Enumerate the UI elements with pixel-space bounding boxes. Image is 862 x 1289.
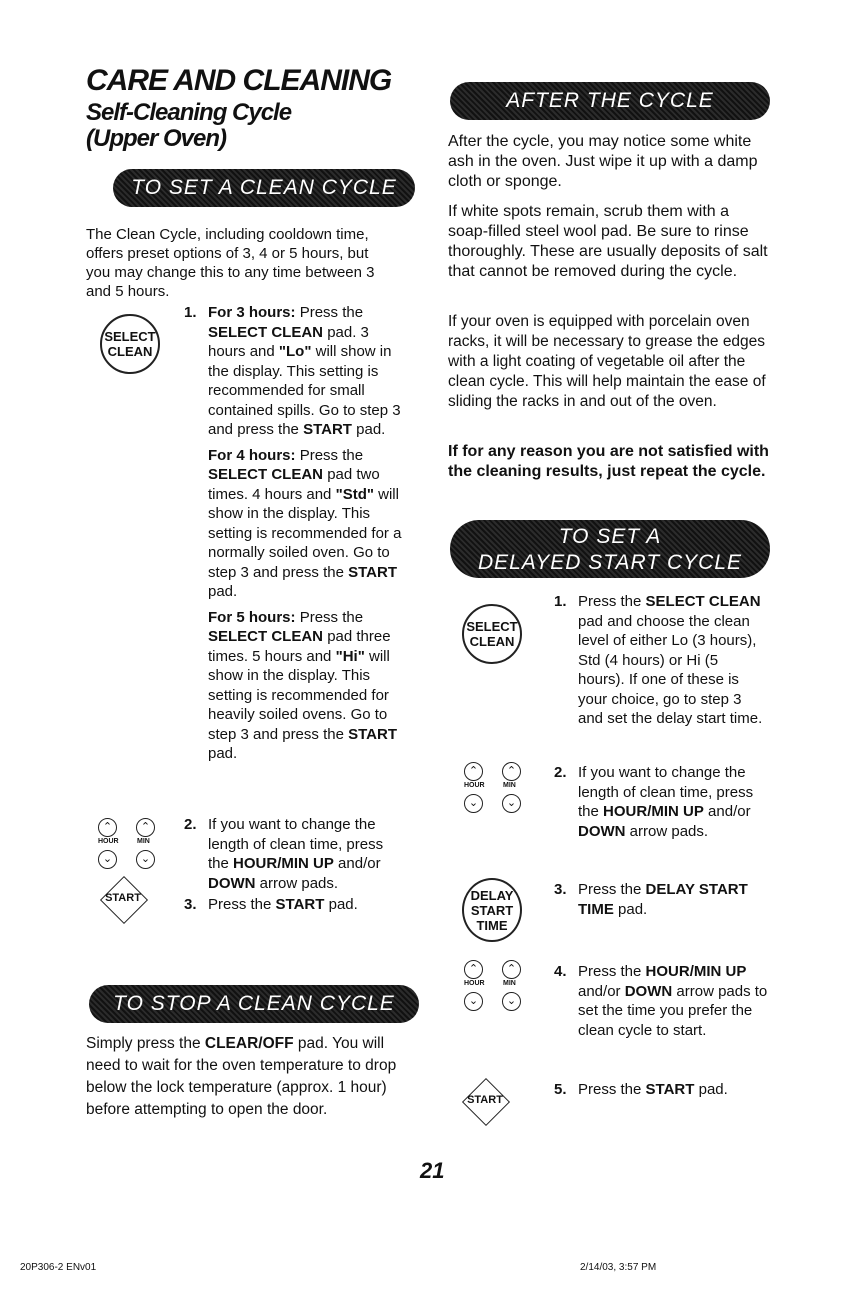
text: Simply press the [86, 1035, 201, 1052]
bold-text: START [275, 896, 325, 913]
bold-text: START [303, 421, 352, 438]
down-arrow-icon: ⌄ [136, 850, 155, 869]
section-subtitle-2: (Upper Oven) [86, 125, 227, 152]
select-clean-icon-2 [462, 604, 522, 664]
text: If you want to change the length of clean time, press the [208, 816, 384, 872]
text: pad. [356, 421, 386, 438]
bold-text: For 5 hours: [208, 608, 296, 626]
hour-min-arrows-icon-2 [462, 762, 524, 820]
start-icon [100, 876, 146, 922]
min-label: MIN [137, 838, 150, 845]
text: pad. You will need to wait for the oven temperature to drop below the lock temperature (approx. 1 hour) before attempting to open the door. [86, 1035, 397, 1118]
text: pad. [208, 745, 238, 762]
hour-label: HOUR [464, 782, 485, 789]
text: Press the [299, 304, 364, 321]
text: pad. [208, 583, 238, 600]
text: arrow pads to set the time you prefer the clean cycle to start. [578, 982, 768, 1039]
stop-paragraph [86, 1033, 411, 1121]
delay-step-4 [554, 962, 769, 1072]
pill-line: DELAYED START CYCLE [477, 551, 743, 574]
start-icon-2 [462, 1078, 508, 1124]
footer-right: 2/14/03, 3:57 PM [580, 1262, 657, 1273]
text: pad. 3 hours and [208, 323, 369, 360]
bold-text: START [645, 1081, 695, 1098]
icon-label: CLEAN [469, 634, 515, 649]
bold-text: DOWN [624, 982, 673, 1000]
text: Press the [578, 1081, 642, 1098]
bold-text: HOUR/MIN UP [233, 855, 334, 872]
heading-stop-clean-cycle: TO STOP A CLEAN CYCLE [89, 985, 419, 1023]
icon-label: DELAY [470, 887, 514, 903]
bold-text: SELECT CLEAN [208, 628, 324, 645]
step-text [578, 1080, 768, 1100]
text: pad. [618, 900, 648, 918]
text: Press the [578, 593, 642, 610]
step-text [578, 880, 768, 919]
section-title: CARE AND CLEANING [86, 64, 392, 97]
after-bold-note: If for any reason you are not satisfied with the cleaning results, just repeat the cycle. [448, 443, 769, 480]
bold-text: "Std" [335, 485, 374, 503]
text: Press the [299, 608, 364, 626]
step-number: 3. [554, 881, 567, 898]
step-number: 4. [554, 963, 567, 980]
min-label: MIN [503, 980, 516, 987]
step-text [578, 763, 768, 841]
up-arrow-icon: ⌃ [136, 818, 155, 837]
bold-text: START [348, 563, 397, 581]
text: Press the [299, 446, 364, 464]
icon-label: CLEAN [107, 344, 153, 359]
down-arrow-icon: ⌄ [98, 850, 117, 869]
bold-text: DOWN [578, 822, 626, 840]
step-number: 5. [554, 1081, 567, 1098]
step-number: 2. [184, 816, 197, 833]
section-subtitle: Self-Cleaning Cycle [86, 99, 292, 126]
delay-step-1 [554, 592, 769, 762]
icon-label: TIME [476, 917, 508, 933]
intro-paragraph: The Clean Cycle, including cooldown time, offers preset options of 3, 4 or 5 hours, but you may change this to any time between 3 and 5 hours. [86, 226, 375, 300]
text: and/or [338, 855, 381, 872]
text: will show in the display. This setting is recommended for small contained spills. Go to step 3 and press the [208, 343, 401, 438]
step-2 [184, 815, 414, 895]
step-text [578, 962, 768, 1040]
delay-step-5 [554, 1080, 769, 1102]
after-paragraph-1: After the cycle, you may notice some white ash in the oven. Just wipe it up with a damp cloth or sponge. [448, 133, 758, 190]
min-label: MIN [503, 782, 516, 789]
bold-text: DELAY START TIME [578, 881, 748, 918]
text: pad two times. 4 hours and [208, 466, 380, 503]
hour-label: HOUR [464, 980, 485, 987]
step-number: 1. [554, 593, 567, 610]
bold-text: CLEAR/OFF [204, 1035, 294, 1052]
step-number: 3. [184, 896, 197, 913]
bold-text: HOUR/MIN UP [645, 963, 747, 980]
step-text [578, 592, 768, 729]
text: and/or [578, 982, 621, 1000]
after-paragraph-3: If your oven is equipped with porcelain oven racks, it will be necessary to grease the edges with a light coating of vegetable oil after the clean cycle. This will help maintain the ease of sliding the racks in and out of the oven. [448, 313, 766, 410]
text: pad three times. 5 hours and [208, 628, 391, 665]
down-arrow-icon: ⌄ [464, 794, 483, 813]
up-arrow-icon: ⌃ [464, 762, 483, 781]
hour-label: HOUR [98, 838, 119, 845]
text: arrow pads. [259, 874, 339, 892]
pill-line: TO SET A [558, 525, 662, 548]
up-arrow-icon: ⌃ [502, 762, 521, 781]
text: Press the [208, 896, 272, 913]
icon-label: START [467, 1094, 503, 1106]
step-1 [184, 303, 414, 823]
text: will show in the display. This setting is recommended for heavily soiled ovens. Go to step 3 and press the [208, 647, 390, 743]
bold-text: For 3 hours: [208, 304, 296, 321]
down-arrow-icon: ⌄ [464, 992, 483, 1011]
page-number: 21 [420, 1158, 445, 1183]
hour-min-arrows-icon [96, 818, 158, 876]
text: If you want to change the length of clean time, press the [578, 764, 754, 820]
up-arrow-icon: ⌃ [98, 818, 117, 837]
down-arrow-icon: ⌄ [502, 794, 521, 813]
bold-text: SELECT CLEAN [208, 466, 324, 483]
step-text [208, 895, 418, 915]
footer-left: 20P306-2 ENv01 [20, 1262, 97, 1273]
text: and/or [708, 803, 751, 820]
heading-set-clean-cycle: TO SET A CLEAN CYCLE [113, 169, 415, 207]
up-arrow-icon: ⌃ [464, 960, 483, 979]
icon-label: START [470, 902, 514, 918]
after-paragraph-2: If white spots remain, scrub them with a soap-filled steel wool pad. Be sure to rinse thoroughly. These are usually deposits of salt that cannot be removed during the cycle. [448, 203, 768, 280]
text: Press the [578, 963, 642, 980]
up-arrow-icon: ⌃ [502, 960, 521, 979]
text: pad. [698, 1081, 728, 1098]
icon-label: START [105, 892, 141, 904]
text: will show in the display. This setting is recommended for a normally soiled oven. Go to step 3 and press the [208, 485, 402, 581]
bold-text: SELECT CLEAN [645, 593, 761, 610]
select-clean-icon [100, 314, 160, 374]
text: pad and choose the clean level of either Lo (3 hours), Std (4 hours) or Hi (5 hours). If one of these is your choice, go to step 3 and set the delay start time. [578, 612, 763, 727]
delay-start-time-icon [462, 878, 522, 942]
bold-text: For 4 hours: [208, 446, 296, 464]
bold-text: START [348, 725, 397, 743]
heading-delayed-start [450, 520, 770, 578]
step-number: 2. [554, 764, 567, 781]
step-3 [184, 895, 414, 917]
step-number: 1. [184, 304, 197, 321]
down-arrow-icon: ⌄ [502, 992, 521, 1011]
bold-text: HOUR/MIN UP [603, 803, 704, 820]
bold-text: "Lo" [278, 343, 312, 360]
icon-label: SELECT [104, 329, 156, 344]
step-text [208, 815, 398, 893]
step-text [208, 303, 408, 764]
text: pad. [328, 896, 358, 913]
bold-text: DOWN [208, 874, 256, 892]
delay-step-3 [554, 880, 769, 924]
bold-text: SELECT CLEAN [208, 323, 324, 341]
icon-label: SELECT [466, 619, 518, 634]
text: Press the [578, 881, 642, 898]
text: arrow pads. [629, 822, 709, 840]
bold-text: "Hi" [335, 647, 365, 665]
delay-step-2 [554, 763, 769, 863]
heading-after-cycle: AFTER THE CYCLE [450, 82, 770, 120]
hour-min-arrows-icon-3 [462, 960, 524, 1018]
